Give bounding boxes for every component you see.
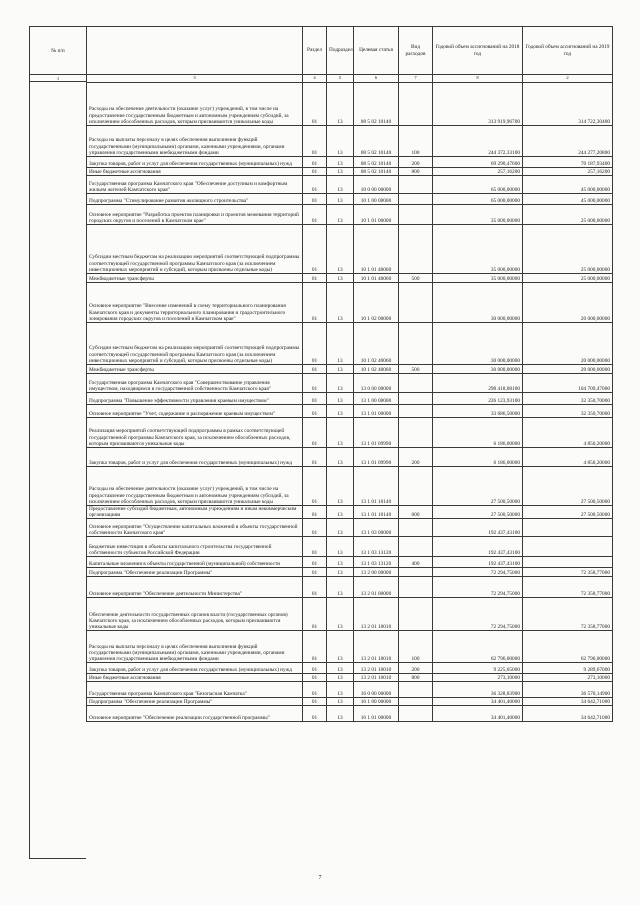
column-number: 8 xyxy=(433,75,523,83)
table-row xyxy=(87,274,613,283)
row-subsection: 13 xyxy=(327,706,354,722)
budget-table xyxy=(86,26,613,722)
row-expense-type: 100 xyxy=(399,631,433,663)
row-expense-type xyxy=(399,706,433,722)
row-name: Расходы на обеспечение деятельности (оказание услуг) учреждений, в том числе на предоставление государственным бюджетным и автономным учреждениям субсидий, за исключением обособленных расходов, которым присваиваются уникальные коды xyxy=(87,467,303,506)
row-subsection: 13 xyxy=(327,176,354,194)
row-target-article: 13 2 01 10010 xyxy=(354,631,399,663)
row-section: 01 xyxy=(303,519,327,537)
row-section: 01 xyxy=(303,176,327,194)
row-target-article: 10 1 00 00000 xyxy=(354,194,399,205)
row-name: Основное мероприятие "Обеспечение реализации государственной программы" xyxy=(87,706,303,722)
column-number: 4 xyxy=(303,75,327,83)
row-expense-type xyxy=(399,405,433,418)
row-amount-2019: 72 358,77000 xyxy=(523,577,613,598)
column-number: 5 xyxy=(327,75,354,83)
row-expense-type: 400 xyxy=(399,557,433,568)
table-row xyxy=(87,205,613,225)
row-subsection: 13 xyxy=(327,568,354,577)
column-number: 3 xyxy=(87,75,303,83)
row-amount-2019: 104 709,47000 xyxy=(523,374,613,393)
index-header: № п/п xyxy=(30,27,86,75)
row-amount-2018: 35 000,00000 xyxy=(433,274,523,283)
table-row xyxy=(87,374,613,393)
row-target-article: 08 5 02 10140 xyxy=(354,168,399,176)
row-target-article: 16 1 00 00000 xyxy=(354,698,399,706)
column-number: 2 xyxy=(523,75,613,83)
row-subsection: 13 xyxy=(327,168,354,176)
row-subsection: 13 xyxy=(327,557,354,568)
row-amount-2019: 25 000,00000 xyxy=(523,205,613,225)
row-subsection: 13 xyxy=(327,323,354,365)
row-section: 01 xyxy=(303,598,327,631)
row-amount-2018: 6 186,00000 xyxy=(433,418,523,448)
row-name: Основное мероприятие "Учет, содержание и распоряжение краевым имуществом" xyxy=(87,405,303,418)
row-expense-type xyxy=(399,176,433,194)
row-section: 01 xyxy=(303,682,327,698)
row-target-article: 10 1 02 00000 xyxy=(354,283,399,323)
row-expense-type xyxy=(399,568,433,577)
row-expense-type xyxy=(399,682,433,698)
column-number: 7 xyxy=(399,75,433,83)
row-section: 01 xyxy=(303,393,327,405)
row-expense-type: 200 xyxy=(399,448,433,467)
row-amount-2018: 30 000,00000 xyxy=(433,323,523,365)
row-amount-2018: 27 500,50000 xyxy=(433,506,523,519)
header-name xyxy=(87,27,303,75)
row-name: Подпрограмма "Обеспечение реализации Программы" xyxy=(87,568,303,577)
row-section: 01 xyxy=(303,467,327,506)
row-amount-2018: 192 437,43100 xyxy=(433,519,523,537)
header-subsection: Подраздел xyxy=(327,27,354,75)
index-column xyxy=(29,26,86,859)
row-amount-2018: 244 372,33100 xyxy=(433,126,523,157)
row-name: Иные бюджетные ассигнования xyxy=(87,168,303,176)
row-amount-2018: 69 290,47600 xyxy=(433,157,523,168)
row-target-article: 13 1 01 10140 xyxy=(354,467,399,506)
table-row xyxy=(87,83,613,126)
column-number: 6 xyxy=(354,75,399,83)
index-column-number: 1 xyxy=(30,75,86,82)
row-section: 01 xyxy=(303,194,327,205)
row-amount-2018: 257,16200 xyxy=(433,168,523,176)
row-section: 01 xyxy=(303,698,327,706)
row-amount-2018: 72 294,75000 xyxy=(433,577,523,598)
row-expense-type xyxy=(399,418,433,448)
row-amount-2018: 34 401,40000 xyxy=(433,706,523,722)
row-subsection: 13 xyxy=(327,663,354,674)
row-name: Иные бюджетные ассигнования xyxy=(87,674,303,682)
column-number-row xyxy=(87,75,613,83)
row-section: 01 xyxy=(303,631,327,663)
row-expense-type xyxy=(399,577,433,598)
table-body xyxy=(87,83,613,722)
row-name: Государственная программа Камчатского края "Безопасная Камчатка" xyxy=(87,682,303,698)
row-section: 01 xyxy=(303,126,327,157)
row-target-article: 10 1 02 40060 xyxy=(354,365,399,374)
table-row xyxy=(87,365,613,374)
header-expense-type: Вид расходов xyxy=(399,27,433,75)
row-name: Закупка товаров, работ и услуг для обеспечения государственных (муниципальных) нужд xyxy=(87,448,303,467)
row-amount-2018: 34 401,40000 xyxy=(433,698,523,706)
row-amount-2019: 25 000,00000 xyxy=(523,225,613,274)
table-row xyxy=(87,557,613,568)
table-row xyxy=(87,323,613,365)
row-amount-2018: 27 500,50000 xyxy=(433,467,523,506)
row-name: Основное мероприятие "Обеспечение деятельности Министерства" xyxy=(87,577,303,598)
row-section: 01 xyxy=(303,568,327,577)
row-expense-type xyxy=(399,225,433,274)
row-name: Реализация мероприятий соответствующей подпрограммы в рамках соответствующей государственной программы Камчатского края, за исключением обособленных расходов, которым присваиваются уникальные коды xyxy=(87,418,303,448)
row-amount-2019: 4 850,20000 xyxy=(523,448,613,467)
table-row xyxy=(87,176,613,194)
row-name: Обеспечение деятельности государственных органов власти (государственных органов) Камчатского края, за исключением обособленных расходов, которым присваиваются уникальные коды xyxy=(87,598,303,631)
row-name: Подпрограмма "Обеспечение реализации Программы" xyxy=(87,698,303,706)
row-section: 01 xyxy=(303,663,327,674)
header-section: Раздел xyxy=(303,27,327,75)
table-row xyxy=(87,698,613,706)
row-name: Предоставление субсидий бюджетным, автономным учреждениям и иным некоммерческим организациям xyxy=(87,506,303,519)
row-target-article: 13 1 01 09990 xyxy=(354,418,399,448)
row-amount-2018: 226 123,93100 xyxy=(433,393,523,405)
row-target-article: 08 5 02 10140 xyxy=(354,83,399,126)
row-amount-2019: 34 642,71000 xyxy=(523,698,613,706)
row-amount-2018: 35 000,00000 xyxy=(433,205,523,225)
table-row xyxy=(87,506,613,519)
row-subsection: 13 xyxy=(327,83,354,126)
table-row xyxy=(87,157,613,168)
row-amount-2019: 4 850,20000 xyxy=(523,418,613,448)
row-subsection: 13 xyxy=(327,674,354,682)
row-expense-type xyxy=(399,374,433,393)
row-expense-type: 800 xyxy=(399,674,433,682)
row-amount-2019: 25 000,00000 xyxy=(523,274,613,283)
row-amount-2019: 20 000,00000 xyxy=(523,323,613,365)
row-subsection: 13 xyxy=(327,631,354,663)
row-section: 01 xyxy=(303,537,327,557)
row-section: 01 xyxy=(303,157,327,168)
row-target-article: 13 1 01 09990 xyxy=(354,448,399,467)
row-name: Капитальные вложения в объекты государственной (муниципальной) собственности xyxy=(87,557,303,568)
table-row xyxy=(87,283,613,323)
row-amount-2018: 192 437,43100 xyxy=(433,537,523,557)
row-expense-type xyxy=(399,205,433,225)
row-target-article: 13 1 03 13120 xyxy=(354,537,399,557)
row-amount-2018: 9 225,65000 xyxy=(433,663,523,674)
row-name: Расходы на выплаты персоналу в целях обеспечения выполнения функций государственными (муниципальными) органами, казенными учреждениями, органами управления государственными внебюджетными фондами xyxy=(87,126,303,157)
row-name: Основное мероприятие "Разработка проектов планировки и проектов межевания территорий городских округов и поселений в Камчатском крае" xyxy=(87,205,303,225)
row-section: 01 xyxy=(303,448,327,467)
row-subsection: 13 xyxy=(327,374,354,393)
row-expense-type xyxy=(399,393,433,405)
row-name: Расходы на обеспечение деятельности (оказание услуг) учреждений, в том числе на предоставление государственным бюджетным и автономным учреждениям субсидий, за исключением обособленных расходов, которым присваиваются уникальные коды xyxy=(87,83,303,126)
row-target-article: 10 1 02 40060 xyxy=(354,323,399,365)
row-section: 01 xyxy=(303,577,327,598)
row-amount-2019 xyxy=(523,519,613,537)
table-row xyxy=(87,568,613,577)
row-amount-2019: 62 796,00000 xyxy=(523,631,613,663)
table-row xyxy=(87,467,613,506)
row-section: 01 xyxy=(303,274,327,283)
row-amount-2018: 62 796,00000 xyxy=(433,631,523,663)
row-section: 01 xyxy=(303,83,327,126)
row-target-article: 10 0 00 00000 xyxy=(354,176,399,194)
table-row xyxy=(87,537,613,557)
row-amount-2019: 45 000,00000 xyxy=(523,194,613,205)
row-amount-2019 xyxy=(523,557,613,568)
row-name: Бюджетные инвестиции в объекты капитального строительства государственной собственности субъектов Российской Федерации xyxy=(87,537,303,557)
row-amount-2018: 313 919,96700 xyxy=(433,83,523,126)
row-expense-type xyxy=(399,537,433,557)
table-row xyxy=(87,418,613,448)
row-amount-2019: 20 000,00000 xyxy=(523,283,613,323)
row-section: 01 xyxy=(303,205,327,225)
row-target-article: 13 1 01 00000 xyxy=(354,405,399,418)
row-section: 01 xyxy=(303,706,327,722)
row-subsection: 13 xyxy=(327,682,354,698)
row-name: Основное мероприятие "Осуществление капитальных вложений в объекты государственной собственности Камчатского края" xyxy=(87,519,303,537)
row-expense-type: 800 xyxy=(399,168,433,176)
row-section: 01 xyxy=(303,674,327,682)
row-amount-2018: 33 686,50000 xyxy=(433,405,523,418)
row-expense-type: 200 xyxy=(399,663,433,674)
header-year-2019: Годовой объем ассигнований на 2019 год xyxy=(523,27,613,75)
table-row xyxy=(87,194,613,205)
row-amount-2019: 72 358,77000 xyxy=(523,598,613,631)
table-row xyxy=(87,393,613,405)
row-subsection: 13 xyxy=(327,418,354,448)
row-amount-2019: 32 350,70000 xyxy=(523,393,613,405)
page-number: 7 xyxy=(318,875,322,881)
row-amount-2018: 36 328,83900 xyxy=(433,682,523,698)
row-section: 01 xyxy=(303,365,327,374)
row-name: Субсидии местным бюджетам на реализацию мероприятий соответствующей подпрограммы соответствующей государственной программы Камчатского края (за исключением инвестиционных мероприятий и субсидий, которым присвоены отдельные коды) xyxy=(87,323,303,365)
row-target-article: 10 1 01 40060 xyxy=(354,225,399,274)
row-amount-2019: 244 277,20800 xyxy=(523,126,613,157)
row-section: 01 xyxy=(303,506,327,519)
row-expense-type: 100 xyxy=(399,126,433,157)
row-expense-type: 500 xyxy=(399,274,433,283)
row-target-article: 13 2 01 10010 xyxy=(354,663,399,674)
row-subsection: 13 xyxy=(327,393,354,405)
header-year-2018: Годовой объем ассигнований на 2018 год xyxy=(433,27,523,75)
row-subsection: 13 xyxy=(327,274,354,283)
row-amount-2018: 298 418,08100 xyxy=(433,374,523,393)
row-amount-2019: 27 500,50000 xyxy=(523,506,613,519)
row-expense-type xyxy=(399,467,433,506)
row-target-article: 13 1 03 13120 xyxy=(354,557,399,568)
row-target-article: 13 1 01 10140 xyxy=(354,506,399,519)
table-row xyxy=(87,448,613,467)
row-target-article: 13 1 00 00000 xyxy=(354,393,399,405)
table-row xyxy=(87,577,613,598)
row-name: Основное мероприятие "Внесение изменений в схему территориального планирования Камчатского края и документы территориального планирования и градостроительного зонирования городских округов и поселений в Камчатском крае" xyxy=(87,283,303,323)
row-amount-2018: 6 186,00000 xyxy=(433,448,523,467)
row-name: Расходы на выплаты персоналу в целях обеспечения выполнения функций государственными (муниципальными) органами, казенными учреждениями, органами управления государственными внебюджетными фондами xyxy=(87,631,303,663)
row-amount-2019: 70 187,93400 xyxy=(523,157,613,168)
row-amount-2019: 9 289,67000 xyxy=(523,663,613,674)
row-amount-2018: 30 000,00000 xyxy=(433,365,523,374)
row-name: Закупка товаров, работ и услуг для обеспечения государственных (муниципальных) нужд xyxy=(87,663,303,674)
row-section: 01 xyxy=(303,225,327,274)
row-subsection: 13 xyxy=(327,698,354,706)
row-subsection: 13 xyxy=(327,283,354,323)
row-subsection: 13 xyxy=(327,225,354,274)
row-name: Государственная программа Камчатского края "Обеспечение доступным и комфортным жильем жителей Камчатского края" xyxy=(87,176,303,194)
row-target-article: 16 1 01 00000 xyxy=(354,706,399,722)
row-amount-2019: 27 500,50000 xyxy=(523,467,613,506)
row-amount-2019 xyxy=(523,537,613,557)
row-target-article: 13 2 01 10010 xyxy=(354,674,399,682)
row-section: 01 xyxy=(303,418,327,448)
row-subsection: 13 xyxy=(327,598,354,631)
row-amount-2018: 65 000,00000 xyxy=(433,176,523,194)
row-amount-2018: 30 000,00000 xyxy=(433,283,523,323)
row-subsection: 13 xyxy=(327,365,354,374)
table-row xyxy=(87,225,613,274)
row-subsection: 13 xyxy=(327,448,354,467)
row-name: Подпрограмма "Повышение эффективности управления краевым имуществом" xyxy=(87,393,303,405)
row-target-article: 08 5 02 10140 xyxy=(354,157,399,168)
row-target-article: 10 1 01 40060 xyxy=(354,274,399,283)
row-expense-type: 200 xyxy=(399,157,433,168)
row-subsection: 13 xyxy=(327,519,354,537)
row-section: 01 xyxy=(303,168,327,176)
row-amount-2019: 45 000,00000 xyxy=(523,176,613,194)
row-name: Субсидии местным бюджетам на реализацию мероприятий соответствующей подпрограммы соответствующей государственной программы Камчатского края (за исключением инвестиционных мероприятий и субсидий, которым присвоены отдельные коды) xyxy=(87,225,303,274)
row-section: 01 xyxy=(303,283,327,323)
row-expense-type xyxy=(399,519,433,537)
row-section: 01 xyxy=(303,323,327,365)
row-target-article: 16 0 00 00000 xyxy=(354,682,399,698)
row-target-article: 13 1 03 00000 xyxy=(354,519,399,537)
row-name: Закупка товаров, работ и услуг для обеспечения государственных (муниципальных) нужд xyxy=(87,157,303,168)
row-amount-2019: 20 000,00000 xyxy=(523,365,613,374)
row-amount-2019: 34 642,71000 xyxy=(523,706,613,722)
row-expense-type xyxy=(399,323,433,365)
row-expense-type: 600 xyxy=(399,506,433,519)
row-expense-type xyxy=(399,83,433,126)
row-expense-type xyxy=(399,698,433,706)
row-amount-2018: 72 294,75000 xyxy=(433,598,523,631)
row-target-article: 13 2 01 00000 xyxy=(354,577,399,598)
row-amount-2019: 257,16200 xyxy=(523,168,613,176)
row-amount-2018: 72 294,75000 xyxy=(433,568,523,577)
row-amount-2019: 314 722,30400 xyxy=(523,83,613,126)
row-subsection: 13 xyxy=(327,577,354,598)
table-header-row xyxy=(87,27,613,75)
row-subsection: 13 xyxy=(327,506,354,519)
table-row xyxy=(87,631,613,663)
row-target-article: 10 1 01 00000 xyxy=(354,205,399,225)
table-row xyxy=(87,706,613,722)
row-amount-2018: 192 437,43100 xyxy=(433,557,523,568)
row-name: Межбюджетные трансферты xyxy=(87,274,303,283)
row-amount-2019: 72 358,77000 xyxy=(523,568,613,577)
row-amount-2019: 273,10000 xyxy=(523,674,613,682)
row-section: 01 xyxy=(303,557,327,568)
row-subsection: 13 xyxy=(327,467,354,506)
table-row xyxy=(87,405,613,418)
row-expense-type xyxy=(399,598,433,631)
row-expense-type xyxy=(399,283,433,323)
table-row xyxy=(87,598,613,631)
row-expense-type xyxy=(399,194,433,205)
table-row xyxy=(87,126,613,157)
row-section: 01 xyxy=(303,405,327,418)
row-target-article: 08 5 02 10140 xyxy=(354,126,399,157)
table-row xyxy=(87,674,613,682)
table-row xyxy=(87,519,613,537)
row-subsection: 13 xyxy=(327,537,354,557)
row-amount-2019: 32 350,70000 xyxy=(523,405,613,418)
row-name: Подпрограмма "Стимулирование развития жилищного строительства" xyxy=(87,194,303,205)
row-name: Государственная программа Камчатского края "Совершенствование управления имуществом, находящимся в государственной собственности Камчатского края" xyxy=(87,374,303,393)
row-amount-2019: 36 570,14900 xyxy=(523,682,613,698)
row-subsection: 13 xyxy=(327,205,354,225)
row-subsection: 13 xyxy=(327,405,354,418)
row-amount-2018: 65 000,00000 xyxy=(433,194,523,205)
row-section: 01 xyxy=(303,374,327,393)
row-amount-2018: 35 000,00000 xyxy=(433,225,523,274)
table-row xyxy=(87,663,613,674)
row-target-article: 13 2 01 10010 xyxy=(354,598,399,631)
row-target-article: 13 0 00 00000 xyxy=(354,374,399,393)
row-target-article: 13 2 00 00000 xyxy=(354,568,399,577)
table-row xyxy=(87,682,613,698)
row-subsection: 13 xyxy=(327,157,354,168)
table-row xyxy=(87,168,613,176)
header-target-article: Целевая статья xyxy=(354,27,399,75)
row-expense-type: 500 xyxy=(399,365,433,374)
row-subsection: 13 xyxy=(327,194,354,205)
row-name: Межбюджетные трансферты xyxy=(87,365,303,374)
row-amount-2018: 273,10000 xyxy=(433,674,523,682)
row-subsection: 13 xyxy=(327,126,354,157)
